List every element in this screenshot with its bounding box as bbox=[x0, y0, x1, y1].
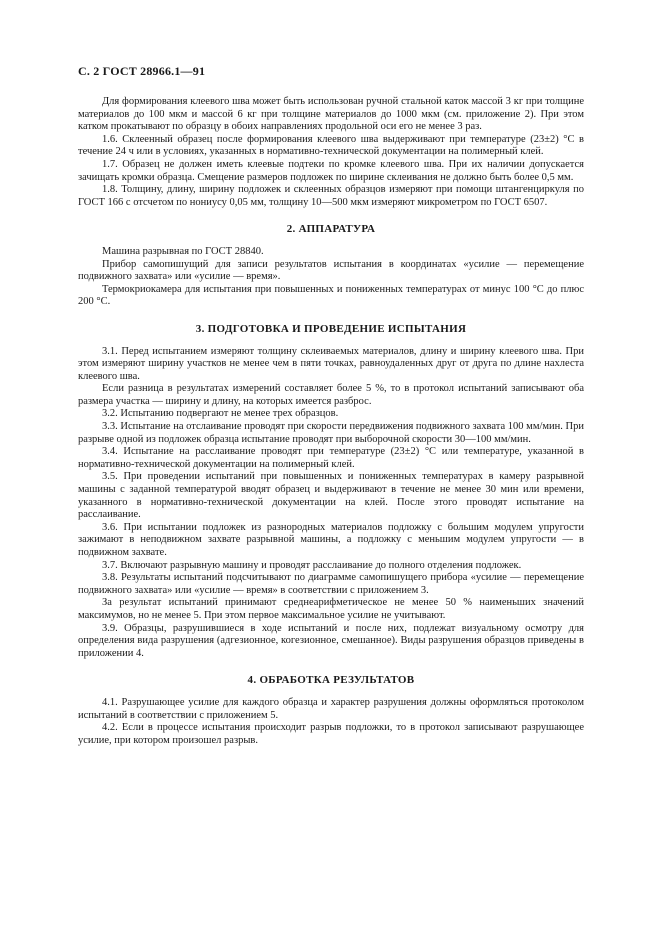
paragraph-3-2: 3.2. Испытанию подвергают не менее трех образцов. bbox=[102, 408, 339, 420]
paragraph-3-3: 3.3. Испытание на отслаивание проводят при скорости передвижения подвижного захвата 100 мм/мин. При разрыве одной из подложек образца испытание проводят при выборочной скорости 30—100 мм/мин. bbox=[78, 421, 584, 445]
paragraph-3-6: 3.6. При испытании подложек из разнородных материалов подложку с большим модулем упругости зажимают в неподвижном захвате разрывной машины, а подложку с меньшим модулем упругости — в подвижном захвате. bbox=[78, 521, 584, 558]
paragraph-2-machine: Машина разрывная по ГОСТ 28840. bbox=[102, 245, 264, 257]
paragraph-3-9: 3.9. Образцы, разрушившиеся в ходе испытаний и после них, подлежат визуальному осмотру для определения вида разрушения (адгезионное, когезионное, смешанное). Виды разрушения образцов приведены в приложении 4. bbox=[78, 622, 584, 659]
section-3-heading: 3. ПОДГОТОВКА И ПРОВЕДЕНИЕ ИСПЫТАНИЯ bbox=[195, 322, 467, 335]
paragraph-3-5: 3.5. При проведении испытаний при повышенных и пониженных температурах в камеру разрывной машины с заданной температурой вводят образец и выдерживают в течение не менее 30 мин или времени, указанного в нормативно-технической документации на клей. После этого проводят испытание на расслаивание. bbox=[78, 471, 584, 521]
paragraph-3-8-b: За результат испытаний принимают среднеарифметическое не менее 50 % наименьших значений максимумов, но не менее 5. При этом первое максимальное усилие не учитывают. bbox=[78, 597, 584, 621]
paragraph-1-7: 1.7. Образец не должен иметь клеевые подтеки по кромке клеевого шва. При их наличии допускается зачищать кромки образца. Смещение размеров подложек по ширине склеивания не должно быть более 0,5 мм. bbox=[78, 158, 584, 183]
paragraph-1-5-cont: Для формирования клеевого шва может быть использован ручной стальной каток массой 3 кг при толщине материалов до 100 мкм и массой 6 кг при толщине материалов до 1000 мкм (см. приложение 2). При этом катком прокатывают по образцу в обоих направлениях продольной оси его не менее 3 раз. bbox=[78, 96, 584, 133]
paragraph-3-1: 3.1. Перед испытанием измеряют толщину склеиваемых материалов, длину и ширину клеевого шва. При этом измеряют ширину участков не менее чем в пяти точках, равноудаленных друг от друга по длине нахлеста клеевого шва. bbox=[78, 345, 584, 382]
page-content bbox=[78, 96, 584, 747]
paragraph-3-7: 3.7. Включают разрывную машину и проводят расслаивание до полного отделения подложек. bbox=[102, 559, 522, 571]
page-header: С. 2 ГОСТ 28966.1—91 bbox=[78, 64, 206, 78]
paragraph-3-4: 3.4. Испытание на расслаивание проводят при температуре (23±2) °С или температуре, указанной в нормативно-технической документации на полимерный клей. bbox=[78, 446, 584, 470]
paragraph-3-1-b: Если разница в результатах измерений составляет более 5 %, то в протокол испытаний записывают оба размера участка — ширину и длину, на которых имеется разброс. bbox=[78, 383, 584, 407]
paragraph-2-chamber: Термокриокамера для испытания при повышенных и пониженных температурах от минус 100 °С до плюс 200 °С. bbox=[78, 283, 584, 308]
section-2-heading: 2. АППАРАТУРА bbox=[286, 223, 376, 236]
paragraph-1-6: 1.6. Склеенный образец после формирования клеевого шва выдерживают при температуре (23±2) °С в течение 24 ч или в условиях, указанных в нормативно-технической документации на полимерный клей. bbox=[78, 133, 584, 158]
paragraph-4-2: 4.2. Если в процессе испытания происходит разрыв подложки, то в протокол записывают разрушающее усилие, при котором произошел разрыв. bbox=[78, 722, 584, 746]
paragraph-4-1: 4.1. Разрушающее усилие для каждого образца и характер разрушения должны оформляться протоколом испытаний в соответствии с приложением 5. bbox=[78, 696, 584, 721]
paragraph-3-8: 3.8. Результаты испытаний подсчитывают по диаграмме самопишущего прибора «усилие — перемещение подвижного захвата» или «усилие — время» в соответствии с приложением 3. bbox=[78, 572, 584, 596]
paragraph-2-recorder: Прибор самопишущий для записи результатов испытания в координатах «усилие — перемещение подвижного захвата» или «усилие — время». bbox=[78, 258, 584, 283]
paragraph-1-8: 1.8. Толщину, длину, ширину подложек и склеенных образцов измеряют при помощи штангенциркуля по ГОСТ 166 с отсчетом по нониусу 0,05 мм, толщину 10—500 мкм измеряют микрометром по ГОСТ 6507. bbox=[78, 184, 584, 208]
section-4-heading: 4. ОБРАБОТКА РЕЗУЛЬТАТОВ bbox=[247, 674, 415, 687]
